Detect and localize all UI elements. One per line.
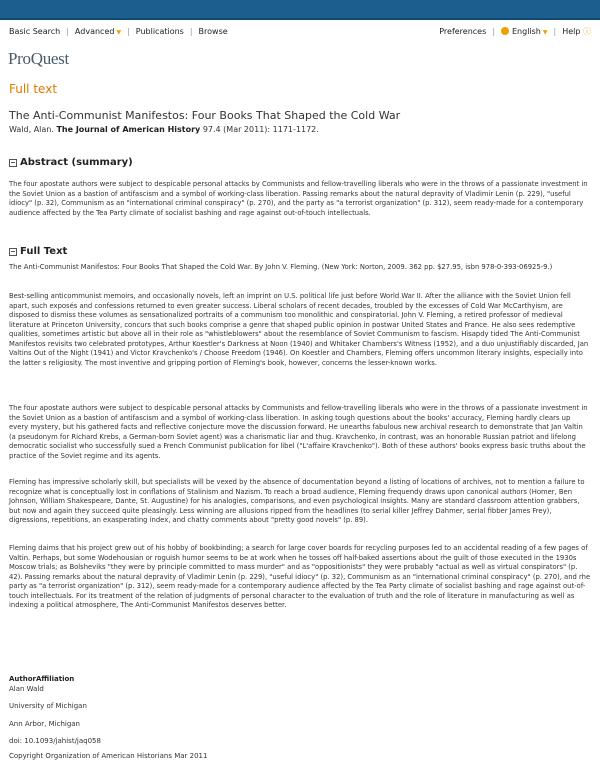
help-label: Help	[562, 26, 581, 36]
top-banner	[0, 0, 600, 20]
affiliation-name: Alan Wald	[9, 685, 44, 693]
article-citation	[9, 125, 319, 134]
full-text-paragraph-2: Best-selling anticommunist memoirs, and occasionally novels, left an imprint on U.S. political life just before World War II. After the alliance with the Soviet Union fell apart, such exposés and confessions returned to even greater success. Liberal scholars of recent decades, troubled by the excesses of Cold War McCarthyism, are disposed to dismiss these volumes as sensationalized portraits of a communism too monolithic and conspiratorial. John V. Fleming, a retired professor of medieval literature at Princeton University, concurs that such books comprise a genre that shaped public opinion in postwar United States and France. He also sees redemptive qualities, sometimes artistic but above all in their role as "whistleblowers" about the resemblance of Soviet Communism to fascism. Hisapdy tided The Anti-Communist Manifestos revisits two celebrated prototypes, Arthur Koestler's Darkness at Noon (1940) and Whitaker Chambers's Witness (1952), and a duo unjustifiably discarded, Jan Valtins Out of the Night (1941) and Victor Kravchenko's / Choose Freedom (1946). On Koestler and Chambers, Fleming offers uncommon literary insights, especially into the latter s religiosity. The most inventive and gripping portion of Fleming's book, however, concerns the lesser-known works.	[9, 292, 589, 367]
journal-link[interactable]: The Journal of American History	[56, 125, 201, 134]
date-pages: (Mar 2011): 1171-1172.	[223, 125, 319, 134]
full-text-paragraph-5: Fleming daims that his project grew out of his hobby of bookbinding; a search for large cover boards for recycling purposes led to an accidental reading of a few pages of Valtin. Perhaps, but some Wodehousian or roguish humor seems to be at work when he tosses off half-baked assertions about rhe guilt of those executed in the 1930s Moscow trials; as Bolsheviks "they were by principle committed to mass murder" and as "oppositionists" they were probably "actual as well as virtual conspirators" (p. 42). Passing remarks about the natural depravity of Vladimir Lenin (p. 229), "useful idiocy" (p. 32), Communism as an "international criminal conspiracy" (p. 270), and rhe party as "a terrorist organization" (p. 312), seem ready-made for a contemporary audience affected by the Tea Party climate of socialist bashing and rage against out-of-touch intellectuals. For its treatment of the relation of judgments of personal character to the evaluation of truth and the role of literature in manufacturing as well as indexing a political atmosphere, The Anti-Communist Manifestos deserves better.	[9, 544, 591, 609]
full-text-section-heading: Full Text	[20, 246, 68, 257]
language-label: English	[511, 27, 541, 36]
author-affiliation-heading: AuthorAffiliation	[9, 675, 75, 683]
globe-icon	[501, 27, 509, 35]
author-link[interactable]: Wald, Alan.	[9, 125, 54, 134]
nav-browse-link[interactable]: Browse	[198, 26, 228, 36]
abstract-heading: Abstract (summary)	[20, 157, 133, 168]
collapse-icon	[9, 159, 17, 167]
nav-publications-link[interactable]: Publications	[135, 26, 184, 36]
nav-separator: |	[127, 26, 130, 36]
abstract-text: The four apostate authors were subject to despicable personal attacks by Communists and fellow-travelling liberals who were in the throws of a passionate investment in the Soviet Union as a bastion of antifascism and a symbol of working-class liberation. Passing remarks about the natural depravity of Vladimir Lenin (p. 229), "useful idiocy" (p. 32), Communism as an "international criminal conspiracy" (p. 270), and the party as "a terrorist organization" (p. 312), seem ready-made for a contemporary audience affected by the Tea Party climate of socialist bashing and rage against out-of-touch intellectuals.	[9, 180, 588, 217]
chevron-down-icon: ▼	[116, 28, 122, 36]
full-text-paragraph-1: The Anti-Communist Manifestos: Four Books That Shaped the Cold War. By John V. Fleming. (New York: Norton, 2009. 362 pp. $27.95, isbn 978-0-393-06925-9.)	[9, 263, 553, 271]
affiliation-city: Ann Arbor, Michigan	[9, 720, 80, 728]
collapse-icon	[9, 248, 17, 256]
article-title: The Anti-Communist Manifestos: Four Books That Shaped the Cold War	[9, 109, 401, 122]
copyright-notice: Copyright Organization of American Historians Mar 2011	[9, 752, 208, 760]
full-text-heading: Full text	[9, 82, 58, 96]
nav-separator: |	[492, 26, 495, 36]
nav-preferences-link[interactable]: Preferences	[439, 26, 487, 36]
abstract-toggle[interactable]	[9, 157, 133, 168]
nav-separator: |	[189, 26, 193, 36]
nav-left	[9, 27, 228, 36]
help-icon: ⓘ	[583, 26, 591, 36]
affiliation-university: University of Michigan	[9, 702, 87, 710]
help-link[interactable]	[562, 26, 591, 37]
full-text-toggle[interactable]	[9, 246, 67, 257]
nav-advanced-label: Advanced	[74, 26, 115, 36]
nav-separator: |	[66, 26, 69, 36]
nav-basic-search-link[interactable]: Basic Search	[9, 26, 61, 36]
volume: 97.4	[202, 125, 221, 134]
affiliation-doi: doi: 10.1093/jahist/jaq058	[9, 737, 101, 745]
full-text-paragraph-3: The four apostate authors were subject to despicable personal attacks by Communists and fellow-travelling liberals who were in the throws of a passionate investment in the Soviet Union as a bastion of antifascism and a symbol of working-class liberation. In asking tough questions about the books' accuracy, Fleming hardly clears up every mystery, but his gathered facts and reflective conjecture move the discussion forward. He unearths fabulous new archival research to demonstrate that Jan Valtin (a pseudonym for Richard Krebs, a German-born Soviet agent) was a charismatic liar and thug. Kravchenko, in contrast, was an honorable Russian patriot and lifelong democratic socialist who successfully sued a French Communist publication for libel ("L'affaire Kravchenko"). Both of these authors' books express basic truths about the practice of the Soviet regime and its agents.	[9, 404, 588, 460]
nav-right	[439, 26, 591, 37]
nav-advanced-link[interactable]	[75, 27, 121, 36]
full-text-paragraph-4: Fleming has impressive scholarly skill, but specialists will be vexed by the absence of documentation beyond a listing of locations of archives, not to mention a failure to recognize what is conceptually lost in conflations of Stalinism and Nazism. To reach a broad audience, Fleming frequendy draws upon canonical authors (Homer, Ben Johnson, William Shakespeare, Dante, St. Augustine) for his analogies, comparisons, and even psychological insights. Many are standard classroom attention grabbers, but now and again they succeed quite pleasingly. Less winning are allusions ripped from the headlines (to serial killer Jeffrey Dahmer, serial fibber James Frey), digressions, repetitions, an exasperating index, and chatty comments about "pretty good novels" (p. 89).	[9, 478, 585, 524]
nav-bar	[0, 20, 600, 42]
language-selector[interactable]	[501, 26, 548, 36]
nav-separator: |	[553, 26, 557, 36]
proquest-logo[interactable]: ProQuest	[8, 49, 69, 68]
chevron-down-icon: ▼	[542, 29, 548, 36]
